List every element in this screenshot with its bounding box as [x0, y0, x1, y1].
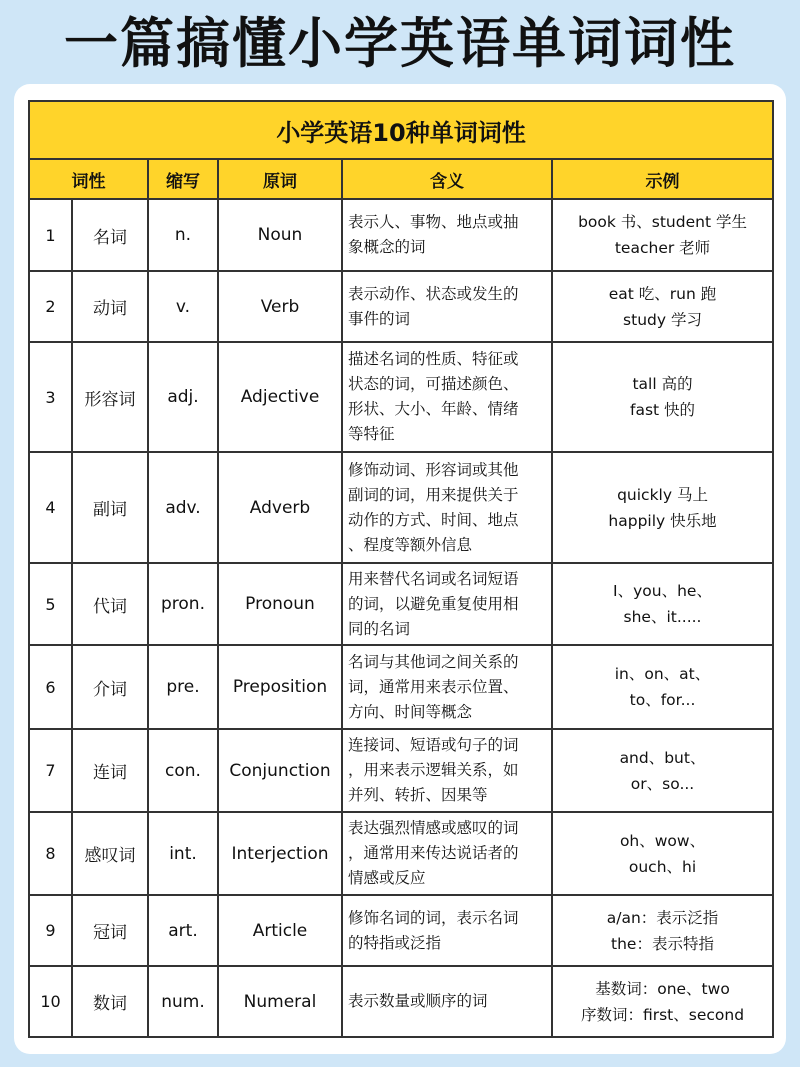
example-line: 序数词：first、second	[580, 1005, 745, 1024]
meaning-line: 象概念的词	[348, 238, 426, 256]
abbr-cell: adj.	[148, 342, 218, 452]
row-index: 5	[29, 563, 72, 645]
abbr-cell: art.	[148, 895, 218, 966]
example-cell	[552, 452, 773, 563]
example-line: eat 吃、run 跑	[608, 284, 717, 303]
word-cell: Noun	[218, 199, 342, 271]
example-line: ouch、hi	[628, 857, 697, 876]
example-cell	[552, 342, 773, 452]
abbr-cell: adv.	[148, 452, 218, 563]
word-cell: Verb	[218, 271, 342, 342]
header-word: 原词	[218, 159, 342, 199]
abbr-cell: num.	[148, 966, 218, 1037]
example-cell	[552, 812, 773, 895]
meaning-line: ，通常用来传达说话者的	[348, 844, 519, 862]
row-index: 6	[29, 645, 72, 729]
meaning-line: 并列、转折、因果等	[348, 786, 488, 804]
pos-cell: 副词	[72, 452, 148, 563]
table-body	[29, 199, 773, 1037]
meaning-line: 表示数量或顺序的词	[348, 992, 488, 1010]
word-cell: Pronoun	[218, 563, 342, 645]
example-line: tall 高的	[632, 375, 693, 393]
meaning-line: 描述名词的性质、特征或	[348, 350, 519, 368]
row-index: 1	[29, 199, 72, 271]
abbr-cell: pre.	[148, 645, 218, 729]
meaning-line: ，用来表示逻辑关系，如	[348, 761, 519, 779]
meaning-line: 的词，以避免重复使用相	[348, 594, 519, 613]
row-index: 9	[29, 895, 72, 966]
example-cell	[552, 199, 773, 271]
pos-cell: 介词	[72, 645, 148, 729]
row-index: 8	[29, 812, 72, 895]
meaning-line: 方向、时间等概念	[348, 702, 473, 721]
meaning-cell	[342, 729, 552, 812]
word-class-table	[28, 100, 774, 1038]
meaning-line: 事件的词	[348, 309, 411, 328]
abbr-cell: pron.	[148, 563, 218, 645]
example-line: and、but、	[619, 748, 706, 767]
meaning-line: 动作的方式、时间、地点	[348, 510, 519, 529]
meaning-line: 用来替代名词或名词短语	[348, 569, 519, 588]
pos-cell: 代词	[72, 563, 148, 645]
table-row	[29, 812, 773, 895]
pos-cell: 名词	[72, 199, 148, 271]
example-line: I、you、he、	[613, 582, 712, 600]
example-line: 基数词：one、two	[595, 979, 730, 998]
example-line: teacher 老师	[614, 239, 711, 257]
example-line: fast 快的	[629, 401, 696, 419]
header-example: 示例	[552, 159, 773, 199]
table-row	[29, 452, 773, 563]
meaning-cell	[342, 563, 552, 645]
abbr-cell: int.	[148, 812, 218, 895]
row-index: 7	[29, 729, 72, 812]
example-cell	[552, 729, 773, 812]
pos-cell: 感叹词	[72, 812, 148, 895]
abbr-cell: n.	[148, 199, 218, 271]
table-row	[29, 966, 773, 1037]
header-abbr: 缩写	[148, 159, 218, 199]
row-index: 10	[29, 966, 72, 1037]
meaning-line: 情感或反应	[348, 869, 426, 887]
meaning-cell	[342, 895, 552, 966]
example-line: happily 快乐地	[608, 511, 717, 530]
table-row	[29, 645, 773, 729]
table-header-row	[29, 159, 773, 199]
table-row	[29, 271, 773, 342]
page-title: 一篇搞懂小学英语单词词性	[64, 12, 736, 75]
meaning-cell	[342, 342, 552, 452]
example-cell	[552, 645, 773, 729]
row-index: 3	[29, 342, 72, 452]
meaning-line: 同的名词	[348, 619, 411, 638]
meaning-line: 修饰动词、形容词或其他	[348, 460, 519, 479]
word-cell: Adjective	[218, 342, 342, 452]
meaning-cell	[342, 966, 552, 1037]
meaning-cell	[342, 452, 552, 563]
table-row	[29, 729, 773, 812]
example-cell	[552, 563, 773, 645]
table-row	[29, 895, 773, 966]
meaning-cell	[342, 271, 552, 342]
table-title: 小学英语10种单词词性	[29, 101, 773, 159]
table-row	[29, 199, 773, 271]
header-meaning: 含义	[342, 159, 552, 199]
pos-cell: 动词	[72, 271, 148, 342]
meaning-line: 表示人、事物、地点或抽	[348, 213, 519, 231]
meaning-line: 连接词、短语或句子的词	[348, 736, 519, 754]
meaning-line: 的特指或泛指	[348, 933, 442, 952]
example-line: book 书、student 学生	[578, 213, 747, 231]
meaning-line: 、程度等额外信息	[348, 535, 473, 554]
meaning-line: 修饰名词的词，表示名词	[348, 908, 519, 927]
example-line: a/an：表示泛指	[606, 908, 719, 927]
example-line: study 学习	[623, 310, 702, 329]
pos-cell: 连词	[72, 729, 148, 812]
pos-cell: 冠词	[72, 895, 148, 966]
meaning-cell	[342, 812, 552, 895]
row-index: 2	[29, 271, 72, 342]
meaning-line: 词，通常用来表示位置、	[348, 677, 519, 696]
example-line: oh、wow、	[619, 831, 706, 850]
word-cell: Numeral	[218, 966, 342, 1037]
example-line: the：表示特指	[611, 934, 714, 953]
meaning-line: 副词的词，用来提供关于	[348, 485, 519, 504]
example-line: quickly 马上	[617, 485, 708, 504]
meaning-line: 状态的词，可描述颜色、	[348, 375, 519, 393]
word-cell: Article	[218, 895, 342, 966]
example-line: she、it.....	[623, 608, 702, 626]
header-pos: 词性	[29, 159, 148, 199]
meaning-line: 等特征	[348, 425, 395, 443]
example-line: or、so...	[630, 774, 695, 793]
example-line: to、for...	[629, 691, 696, 709]
word-cell: Interjection	[218, 812, 342, 895]
row-index: 4	[29, 452, 72, 563]
meaning-line: 表达强烈情感或感叹的词	[348, 819, 519, 837]
meaning-line: 表示动作、状态或发生的	[348, 284, 519, 303]
example-cell	[552, 966, 773, 1037]
meaning-line: 名词与其他词之间关系的	[348, 652, 519, 671]
example-cell	[552, 895, 773, 966]
meaning-cell	[342, 645, 552, 729]
table-row	[29, 342, 773, 452]
example-cell	[552, 271, 773, 342]
word-cell: Preposition	[218, 645, 342, 729]
pos-cell: 数词	[72, 966, 148, 1037]
meaning-cell	[342, 199, 552, 271]
table-row	[29, 563, 773, 645]
example-line: in、on、at、	[614, 665, 711, 683]
pos-cell: 形容词	[72, 342, 148, 452]
word-cell: Adverb	[218, 452, 342, 563]
meaning-line: 形状、大小、年龄、情绪	[348, 400, 519, 418]
abbr-cell: v.	[148, 271, 218, 342]
word-cell: Conjunction	[218, 729, 342, 812]
abbr-cell: con.	[148, 729, 218, 812]
